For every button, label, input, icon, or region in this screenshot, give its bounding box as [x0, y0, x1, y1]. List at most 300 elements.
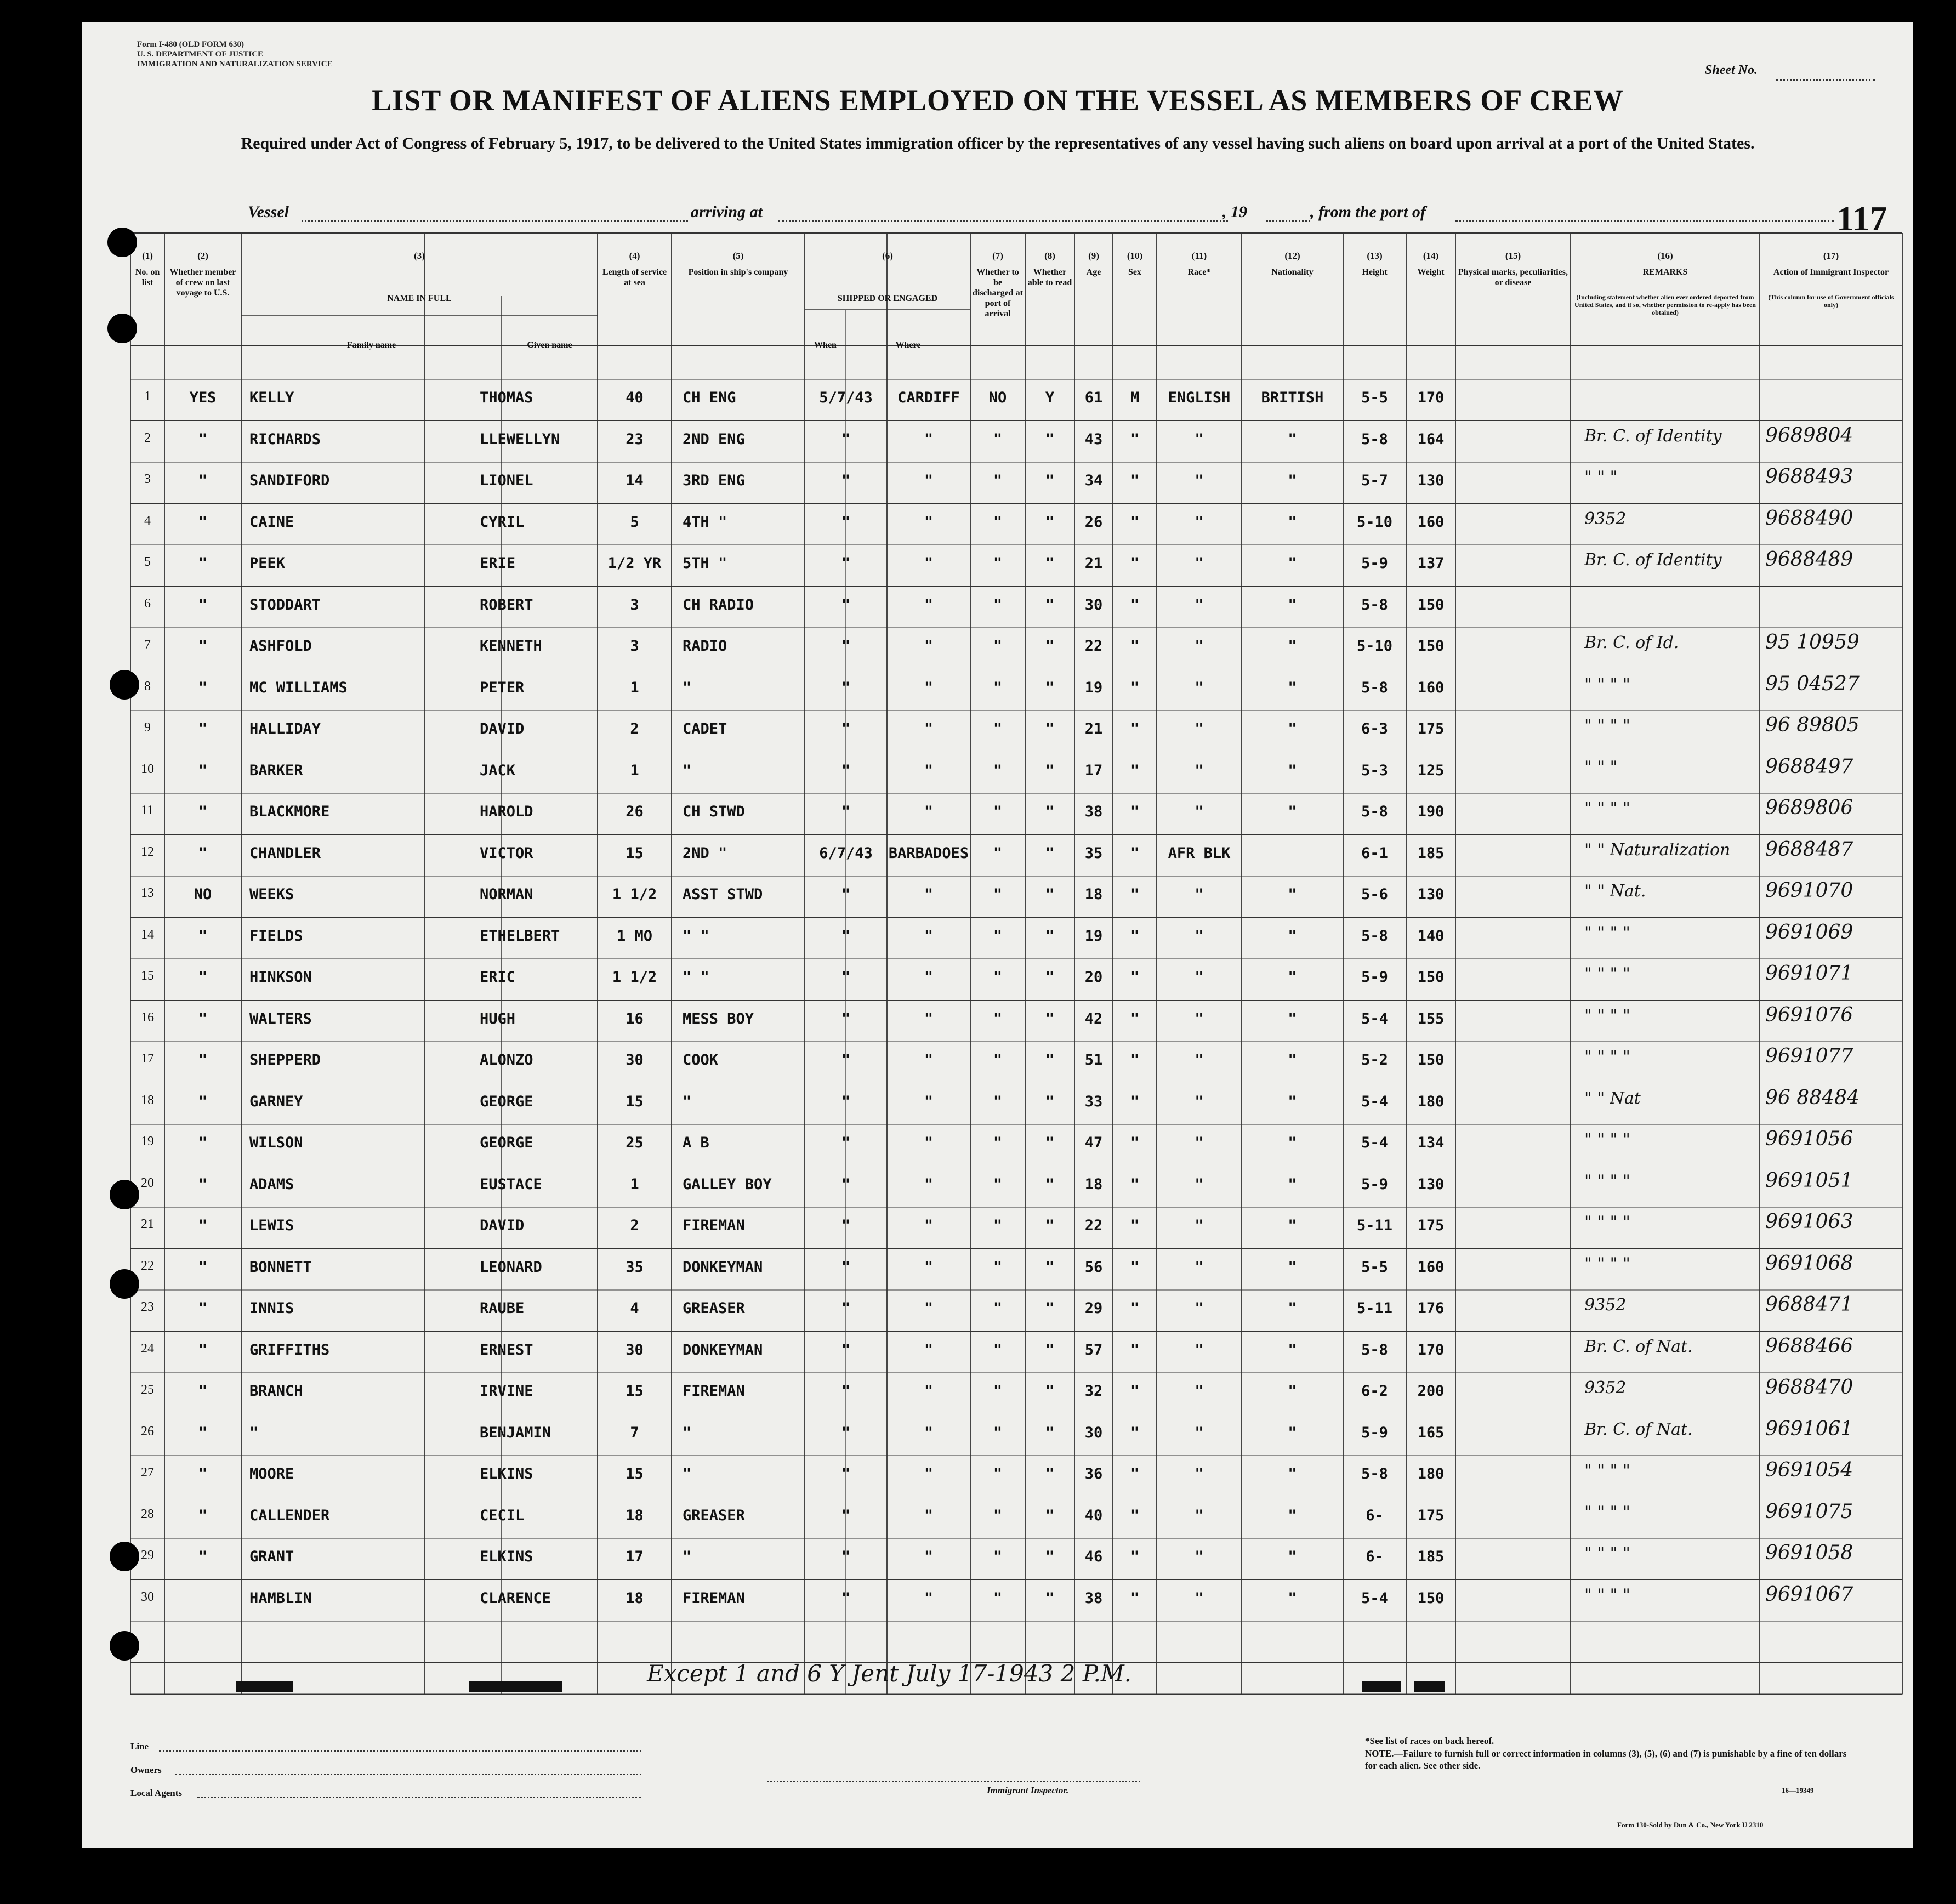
cell-where: " — [924, 886, 934, 903]
line-label: Line — [130, 1741, 149, 1752]
cell-height: 6- — [1366, 1507, 1384, 1524]
cell-read: " — [1045, 1010, 1055, 1027]
cell-when: " — [841, 886, 851, 903]
cell-weight: 130 — [1417, 886, 1445, 903]
cell-sex: " — [1130, 720, 1140, 737]
cell-sex: " — [1130, 1548, 1140, 1565]
cell-given: ELKINS — [480, 1548, 533, 1565]
cell-read: " — [1045, 927, 1055, 945]
cell-discharged: " — [993, 1300, 1003, 1317]
cell-sex: " — [1130, 1258, 1140, 1276]
cell-weight: 137 — [1417, 555, 1445, 572]
cell-family: RICHARDS — [249, 430, 321, 448]
cell-prev: " — [198, 513, 208, 531]
cell-when: 6/7/43 — [819, 844, 873, 862]
cell-prev: " — [198, 1548, 208, 1565]
cell-sex: " — [1130, 513, 1140, 531]
cell-prev: YES — [189, 389, 217, 406]
cell-position: " " — [683, 927, 709, 945]
cell-prev: " — [198, 803, 208, 820]
cell-when: " — [841, 1134, 851, 1151]
cell-race: " — [1195, 1507, 1204, 1524]
cell-remarks: " " " " — [1584, 716, 1630, 735]
cell-nationality: " — [1288, 1383, 1297, 1400]
cell-given: LIONEL — [480, 472, 533, 489]
cell-age: 61 — [1084, 389, 1103, 406]
cell-inspector-action: 9691067 — [1765, 1583, 1853, 1606]
cell-service: 1 1/2 — [612, 969, 657, 986]
cell-sex: " — [1130, 969, 1140, 986]
cell-given: THOMAS — [480, 389, 533, 406]
cell-race: " — [1195, 1010, 1204, 1027]
cell-where: " — [924, 761, 934, 779]
column-number: (16) — [1657, 251, 1673, 261]
cell-age: 20 — [1084, 969, 1103, 986]
cell-position: 5TH " — [683, 555, 727, 572]
column-header-label: Age — [1086, 268, 1101, 277]
cell-weight: 180 — [1417, 1465, 1445, 1482]
cell-service: 14 — [626, 472, 644, 489]
cell-inspector-action: 9691056 — [1765, 1128, 1853, 1150]
cell-where: " — [924, 1175, 934, 1193]
cell-weight: 140 — [1417, 927, 1445, 945]
cell-when: " — [841, 1341, 851, 1359]
cell-remarks: Br. C. of Identity — [1584, 550, 1722, 570]
cell-height: 5-11 — [1356, 1300, 1393, 1317]
cell-discharged: " — [993, 513, 1003, 531]
cell-nationality: " — [1288, 1258, 1297, 1276]
cell-family: KELLY — [249, 389, 294, 406]
cell-given: DAVID — [480, 1217, 525, 1234]
cell-height: 5-3 — [1361, 761, 1388, 779]
cell-sex: " — [1130, 761, 1140, 779]
cell-prev: " — [198, 927, 208, 945]
cell-no: 27 — [141, 1465, 154, 1480]
cell-read: " — [1045, 513, 1055, 531]
cell-weight: 175 — [1417, 1507, 1445, 1524]
cell-discharged: " — [993, 1548, 1003, 1565]
cell-no: 8 — [144, 679, 151, 694]
column-header-note: (Including statement whether alien ever ordered deported from United States, and if so, whether permission to re-apply has been obtained) — [1574, 293, 1756, 316]
cell-no: 25 — [141, 1383, 154, 1397]
cell-nationality: " — [1288, 886, 1297, 903]
cell-remarks: " " " " — [1584, 923, 1630, 942]
cell-sex: " — [1130, 1134, 1140, 1151]
cell-when: " — [841, 1093, 851, 1110]
cell-where: " — [924, 1507, 934, 1524]
cell-remarks: Br. C. of Nat. — [1584, 1337, 1693, 1356]
cell-discharged: " — [993, 844, 1003, 862]
cell-nationality: " — [1288, 638, 1297, 655]
manifest-title: LIST OR MANIFEST OF ALIENS EMPLOYED ON THE VESSEL AS MEMBERS OF CREW — [372, 84, 1624, 117]
cell-service: 3 — [630, 596, 639, 613]
cell-nationality: " — [1288, 1589, 1297, 1607]
cell-read: " — [1045, 803, 1055, 820]
cell-age: 22 — [1084, 638, 1103, 655]
cell-prev: " — [198, 1465, 208, 1482]
cell-service: 1/2 YR — [607, 555, 662, 572]
cell-nationality: " — [1288, 969, 1297, 986]
cell-race: " — [1195, 430, 1204, 448]
cell-where: " — [924, 596, 934, 613]
cell-service: 26 — [626, 803, 644, 820]
cell-position: " — [683, 1548, 692, 1565]
printer-imprint: Form 130-Sold by Dun & Co., New York U 2310 — [1617, 1821, 1764, 1829]
cell-service: 15 — [626, 844, 644, 862]
cell-nationality: " — [1288, 1465, 1297, 1482]
cell-when: " — [841, 761, 851, 779]
cell-given: CYRIL — [480, 513, 525, 531]
redaction-mark — [236, 1681, 293, 1692]
cell-family: BLACKMORE — [249, 803, 330, 820]
cell-weight: 164 — [1417, 430, 1445, 448]
cell-given: ERNEST — [480, 1341, 533, 1359]
cell-given: ERIE — [480, 555, 516, 572]
column-number: (5) — [732, 251, 744, 261]
cell-read: " — [1045, 1465, 1055, 1482]
cell-no: 23 — [141, 1300, 154, 1314]
cell-remarks: " " " " — [1584, 964, 1630, 984]
cell-family: STODDART — [249, 596, 321, 613]
cell-sex: " — [1130, 1217, 1140, 1234]
cell-race: " — [1195, 927, 1204, 945]
cell-sex: " — [1130, 472, 1140, 489]
punch-hole — [110, 670, 139, 700]
cell-remarks: 9352 — [1584, 1295, 1627, 1315]
cell-race: " — [1195, 1134, 1204, 1151]
cell-no: 14 — [141, 927, 154, 942]
cell-race: " — [1195, 1300, 1204, 1317]
column-number: (4) — [629, 251, 640, 261]
cell-service: 18 — [626, 1507, 644, 1524]
column-subheader: When — [814, 340, 837, 350]
cell-nationality: " — [1288, 720, 1297, 737]
cell-service: 2 — [630, 1217, 639, 1234]
column-number: (2) — [197, 251, 208, 261]
cell-weight: 175 — [1417, 720, 1445, 737]
cell-discharged: " — [993, 1010, 1003, 1027]
column-header-label: Length of service at sea — [602, 268, 667, 287]
cell-height: 5-5 — [1361, 1258, 1388, 1276]
inspector-handwritten-note: Except 1 and 6 Y Jent July 17-1943 2 P.M. — [647, 1660, 1132, 1687]
cell-position: 3RD ENG — [683, 472, 745, 489]
cell-read: " — [1045, 1175, 1055, 1193]
cell-family: WALTERS — [249, 1010, 312, 1027]
cell-prev: " — [198, 555, 208, 572]
cell-service: 17 — [626, 1548, 644, 1565]
cell-inspector-action: 95 04527 — [1765, 672, 1860, 695]
cell-inspector-action: 9689806 — [1765, 797, 1853, 819]
cell-prev: " — [198, 720, 208, 737]
column-header-label: No. on list — [135, 268, 160, 287]
cell-position: " — [683, 1093, 692, 1110]
column-header-label: Race* — [1187, 268, 1211, 277]
cell-weight: 180 — [1417, 1093, 1445, 1110]
cell-no: 12 — [141, 844, 154, 859]
cell-race: " — [1195, 1589, 1204, 1607]
cell-race: " — [1195, 555, 1204, 572]
cell-discharged: " — [993, 430, 1003, 448]
cell-given: LLEWELLYN — [480, 430, 560, 448]
cell-nationality: " — [1288, 513, 1297, 531]
cell-where: " — [924, 1383, 934, 1400]
cell-age: 26 — [1084, 513, 1103, 531]
cell-given: GEORGE — [480, 1134, 533, 1151]
cell-no: 22 — [141, 1258, 154, 1273]
cell-sex: " — [1130, 430, 1140, 448]
cell-remarks: " " Naturalization — [1584, 840, 1731, 860]
cell-inspector-action: 9688493 — [1765, 465, 1853, 488]
cell-discharged: " — [993, 1383, 1003, 1400]
cell-no: 4 — [144, 513, 151, 528]
redaction-mark — [469, 1681, 562, 1692]
cell-inspector-action: 9691068 — [1765, 1252, 1853, 1275]
cell-inspector-action: 96 89805 — [1765, 714, 1860, 736]
cell-family: INNIS — [249, 1300, 294, 1317]
cell-race: " — [1195, 1052, 1204, 1068]
cell-nationality: " — [1288, 1052, 1297, 1068]
cell-age: 33 — [1084, 1093, 1103, 1110]
cell-position: GREASER — [683, 1507, 745, 1524]
cell-height: 6- — [1366, 1548, 1384, 1565]
cell-read: " — [1045, 596, 1055, 613]
cell-given: ETHELBERT — [480, 927, 560, 945]
sheet-number: 117 — [1836, 199, 1887, 238]
cell-no: 9 — [144, 720, 151, 735]
cell-sex: " — [1130, 927, 1140, 945]
cell-inspector-action: 9691058 — [1765, 1542, 1853, 1564]
cell-inspector-action: 9688466 — [1765, 1334, 1853, 1357]
column-header-label: Physical marks, peculiarities, or disease — [1458, 268, 1568, 287]
cell-height: 5-8 — [1361, 803, 1388, 820]
cell-position: DONKEYMAN — [683, 1258, 763, 1276]
cell-discharged: NO — [988, 389, 1007, 406]
cell-race: " — [1195, 1093, 1204, 1110]
cell-remarks: " " " " — [1584, 1544, 1630, 1563]
cell-family: CAINE — [249, 513, 294, 531]
cell-where: " — [924, 430, 934, 448]
cell-race: " — [1195, 969, 1204, 986]
redaction-mark — [1414, 1681, 1445, 1692]
cell-where: " — [924, 555, 934, 572]
cell-given: BENJAMIN — [480, 1424, 551, 1441]
cell-discharged: " — [993, 1093, 1003, 1110]
cell-nationality: " — [1288, 472, 1297, 489]
cell-no: 28 — [141, 1507, 154, 1521]
punch-hole — [110, 1631, 139, 1661]
cell-race: " — [1195, 1465, 1204, 1482]
cell-sex: " — [1130, 1175, 1140, 1193]
cell-remarks: Br. C. of Id. — [1584, 633, 1679, 652]
column-number: (12) — [1284, 251, 1300, 261]
cell-race: " — [1195, 513, 1204, 531]
manifest-subtitle: Required under Act of Congress of February 5, 1917, to be delivered to the United States immigration officer by the representatives of any vessel having such aliens on board upon arrival at a port of the United States. — [241, 134, 1755, 152]
cell-family: ADAMS — [249, 1175, 294, 1193]
cell-weight: 150 — [1417, 969, 1445, 986]
cell-service: 35 — [626, 1258, 644, 1276]
cell-prev: " — [198, 1093, 208, 1110]
cell-when: 5/7/43 — [819, 389, 873, 406]
cell-given: NORMAN — [480, 886, 533, 903]
cell-given: CLARENCE — [480, 1589, 551, 1607]
cell-remarks: Br. C. of Nat. — [1584, 1419, 1693, 1439]
cell-read: " — [1045, 679, 1055, 696]
cell-weight: 155 — [1417, 1010, 1445, 1027]
cell-position: 2ND ENG — [683, 430, 745, 448]
cell-where: " — [924, 1424, 934, 1441]
cell-weight: 160 — [1417, 513, 1445, 531]
column-number: (1) — [142, 251, 153, 261]
cell-inspector-action: 9691069 — [1765, 920, 1853, 944]
cell-no: 21 — [141, 1217, 154, 1231]
cell-prev: " — [198, 1175, 208, 1193]
column-header-label: Action of Immigrant Inspector — [1773, 268, 1889, 277]
cell-discharged: " — [993, 472, 1003, 489]
cell-given: KENNETH — [480, 638, 542, 655]
cell-nationality: " — [1288, 596, 1297, 613]
cell-service: 30 — [626, 1052, 644, 1068]
cell-prev: " — [198, 1010, 208, 1027]
cell-position: FIREMAN — [683, 1383, 745, 1400]
cell-age: 35 — [1084, 844, 1103, 862]
cell-family: FIELDS — [249, 927, 303, 945]
cell-where: " — [924, 720, 934, 737]
cell-when: " — [841, 638, 851, 655]
cell-discharged: " — [993, 1424, 1003, 1441]
cell-read: " — [1045, 1052, 1055, 1068]
cell-when: " — [841, 969, 851, 986]
cell-weight: 190 — [1417, 803, 1445, 820]
cell-discharged: " — [993, 1465, 1003, 1482]
cell-position: ASST STWD — [683, 886, 763, 903]
cell-prev: " — [198, 1383, 208, 1400]
cell-sex: " — [1130, 1589, 1140, 1607]
cell-weight: 200 — [1417, 1383, 1445, 1400]
cell-position: CH RADIO — [683, 596, 754, 613]
column-header-label: Nationality — [1271, 268, 1314, 277]
cell-given: LEONARD — [480, 1258, 542, 1276]
cell-read: " — [1045, 969, 1055, 986]
cell-position: COOK — [683, 1052, 719, 1068]
cell-service: 16 — [626, 1010, 644, 1027]
cell-family: CHANDLER — [249, 844, 321, 862]
cell-age: 42 — [1084, 1010, 1103, 1027]
cell-age: 36 — [1084, 1465, 1103, 1482]
cell-sex: " — [1130, 1507, 1140, 1524]
cell-prev: " — [198, 638, 208, 655]
cell-read: " — [1045, 844, 1055, 862]
cell-family: GARNEY — [249, 1093, 303, 1110]
cell-sex: " — [1130, 638, 1140, 655]
cell-height: 5-2 — [1361, 1052, 1388, 1068]
cell-inspector-action: 9688487 — [1765, 838, 1853, 861]
cell-read: " — [1045, 1589, 1055, 1607]
cell-nationality: " — [1288, 1341, 1297, 1359]
cell-where: " — [924, 927, 934, 945]
cell-weight: 125 — [1417, 761, 1445, 779]
cell-family: ASHFOLD — [249, 638, 312, 655]
cell-family: PEEK — [249, 555, 286, 572]
cell-service: 4 — [630, 1300, 639, 1317]
cell-weight: 165 — [1417, 1424, 1445, 1441]
punch-hole — [110, 1180, 139, 1209]
cell-sex: " — [1130, 1300, 1140, 1317]
cell-nationality: " — [1288, 430, 1297, 448]
cell-race: " — [1195, 596, 1204, 613]
cell-height: 5-11 — [1356, 1217, 1393, 1234]
cell-race: " — [1195, 1175, 1204, 1193]
cell-height: 5-8 — [1361, 1465, 1388, 1482]
cell-where: " — [924, 513, 934, 531]
cell-remarks: " " Nat. — [1584, 882, 1646, 901]
cell-given: ALONZO — [480, 1052, 533, 1068]
cell-service: 5 — [630, 513, 639, 531]
cell-prev: " — [198, 1134, 208, 1151]
cell-family: BONNETT — [249, 1258, 312, 1276]
cell-nationality: " — [1288, 761, 1297, 779]
cell-read: " — [1045, 1507, 1055, 1524]
cell-read: " — [1045, 472, 1055, 489]
cell-remarks: " " " " — [1584, 674, 1630, 694]
column-header-label: Whether member of crew on last voyage to U.S. — [169, 268, 236, 298]
cell-when: " — [841, 513, 851, 531]
cell-weight: 134 — [1417, 1134, 1445, 1151]
cell-height: 6-3 — [1361, 720, 1388, 737]
cell-given: RAUBE — [480, 1300, 525, 1317]
cell-inspector-action: 9691061 — [1765, 1417, 1853, 1440]
column-header-label: Sex — [1128, 268, 1141, 277]
cell-age: 47 — [1084, 1134, 1103, 1151]
column-number: (17) — [1823, 251, 1839, 261]
cell-where: BARBADOES — [888, 844, 969, 862]
cell-family: HAMBLIN — [249, 1589, 312, 1607]
cell-family: GRANT — [249, 1548, 294, 1565]
cell-where: " — [924, 679, 934, 696]
cell-inspector-action: 9688489 — [1765, 548, 1853, 571]
cell-sex: " — [1130, 679, 1140, 696]
arriving-label: arriving at — [691, 203, 763, 221]
cell-race: " — [1195, 638, 1204, 655]
cell-height: 5-8 — [1361, 1341, 1388, 1359]
race-note: *See list of races on back hereof. — [1365, 1736, 1494, 1746]
column-number: (6) — [882, 251, 893, 261]
department-name: U. S. DEPARTMENT OF JUSTICE — [137, 50, 264, 59]
cell-remarks: " " " " — [1584, 1213, 1630, 1232]
cell-given: CECIL — [480, 1507, 525, 1524]
column-number: (14) — [1423, 251, 1439, 261]
cell-weight: 130 — [1417, 472, 1445, 489]
cell-when: " — [841, 803, 851, 820]
cell-remarks: " " " " — [1584, 799, 1630, 818]
cell-prev: " — [198, 1507, 208, 1524]
cell-position: FIREMAN — [683, 1589, 745, 1607]
cell-inspector-action: 9688471 — [1765, 1293, 1853, 1316]
cell-age: 38 — [1084, 803, 1103, 820]
cell-given: PETER — [480, 679, 525, 696]
cell-remarks: " " " " — [1584, 1047, 1630, 1066]
cell-when: " — [841, 596, 851, 613]
cell-inspector-action: 9688470 — [1765, 1376, 1853, 1399]
cell-family: BRANCH — [249, 1383, 303, 1400]
cell-discharged: " — [993, 1175, 1003, 1193]
cell-position: " — [683, 1465, 692, 1482]
cell-weight: 185 — [1417, 844, 1445, 862]
cell-when: " — [841, 1424, 851, 1441]
cell-service: 25 — [626, 1134, 644, 1151]
punch-hole — [110, 1269, 139, 1299]
cell-read: " — [1045, 1383, 1055, 1400]
cell-no: 7 — [144, 638, 151, 652]
